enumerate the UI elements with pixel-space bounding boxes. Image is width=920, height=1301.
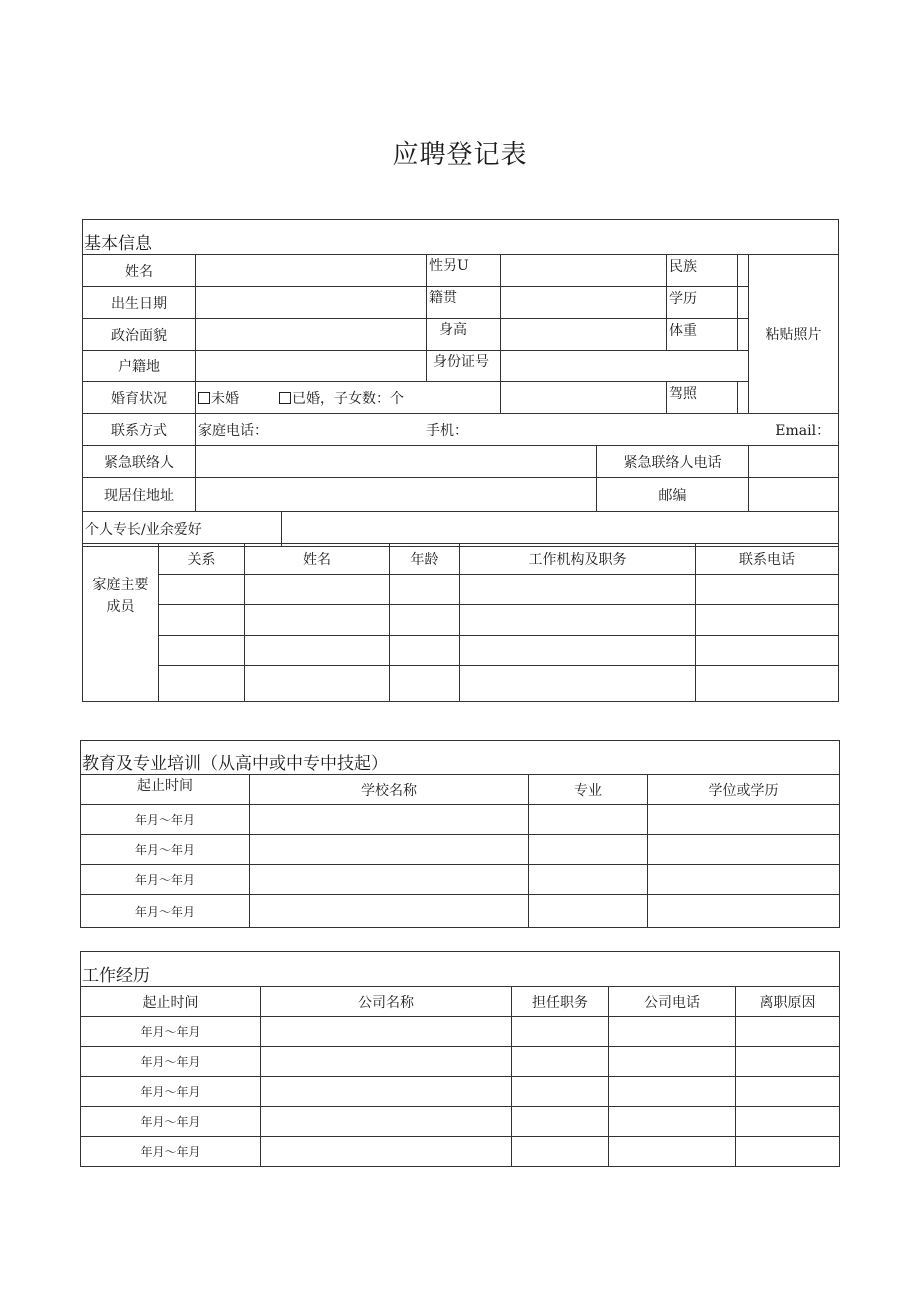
work-period[interactable]: 年月～年月 bbox=[81, 1077, 261, 1107]
gender-label: 性另U bbox=[427, 255, 501, 287]
work-cell[interactable] bbox=[261, 1047, 512, 1077]
birth-label: 出生日期 bbox=[83, 287, 196, 319]
edu-period[interactable]: 年月～年月 bbox=[81, 865, 250, 895]
table-row bbox=[83, 636, 839, 666]
family-cell[interactable] bbox=[245, 636, 390, 666]
work-cell[interactable] bbox=[736, 1077, 840, 1107]
family-cell[interactable] bbox=[696, 605, 839, 636]
edu-cell[interactable] bbox=[250, 805, 529, 835]
ethnicity-label: 民族 bbox=[667, 255, 738, 286]
family-label-text: 家庭主要成员 bbox=[92, 577, 149, 615]
work-header-phone: 公司电话 bbox=[609, 987, 736, 1017]
work-cell[interactable] bbox=[609, 1137, 736, 1167]
email-label: Email： bbox=[775, 422, 831, 439]
work-cell[interactable] bbox=[261, 1137, 512, 1167]
work-period[interactable]: 年月～年月 bbox=[81, 1017, 261, 1047]
family-cell[interactable] bbox=[460, 575, 696, 605]
hobby-label: 个人专长/业余爱好 bbox=[83, 512, 282, 547]
work-cell[interactable] bbox=[736, 1137, 840, 1167]
edu-cell[interactable] bbox=[529, 865, 648, 895]
edu-period[interactable]: 年月～年月 bbox=[81, 895, 250, 928]
table-row bbox=[81, 1137, 840, 1167]
family-table bbox=[82, 543, 839, 702]
work-cell[interactable] bbox=[609, 1077, 736, 1107]
family-header-relation: 关系 bbox=[159, 544, 245, 575]
work-cell[interactable] bbox=[609, 1017, 736, 1047]
contact-label: 联系方式 bbox=[83, 414, 196, 446]
id-label: 身份证号 bbox=[427, 351, 501, 382]
weight-label: 体重 bbox=[667, 319, 738, 350]
emergency-phone-field[interactable] bbox=[749, 446, 839, 478]
marital-label: 婚育状况 bbox=[83, 382, 196, 414]
education-label-cell bbox=[667, 287, 749, 319]
family-cell[interactable] bbox=[390, 636, 460, 666]
marital-options bbox=[196, 382, 501, 414]
family-cell[interactable] bbox=[696, 575, 839, 605]
married-option: 已婚，子女数：个 bbox=[292, 390, 404, 407]
work-cell[interactable] bbox=[512, 1017, 609, 1047]
edu-cell[interactable] bbox=[250, 895, 529, 928]
family-cell[interactable] bbox=[460, 636, 696, 666]
work-period[interactable]: 年月～年月 bbox=[81, 1137, 261, 1167]
family-header-org: 工作机构及职务 bbox=[460, 544, 696, 575]
work-period[interactable]: 年月～年月 bbox=[81, 1047, 261, 1077]
page-title: 应聘登记表 bbox=[392, 140, 528, 170]
edu-cell[interactable] bbox=[529, 835, 648, 865]
native-label: 籍贯 bbox=[427, 287, 501, 319]
edu-header-major: 专业 bbox=[529, 775, 648, 805]
basic-info-table bbox=[82, 219, 839, 547]
work-table bbox=[80, 951, 840, 1167]
native-field[interactable] bbox=[501, 287, 667, 319]
license-label-cell bbox=[667, 382, 749, 414]
birth-field[interactable] bbox=[196, 287, 427, 319]
edu-period[interactable]: 年月～年月 bbox=[81, 805, 250, 835]
work-cell[interactable] bbox=[261, 1017, 512, 1047]
unmarried-option: 未婚 bbox=[211, 390, 239, 407]
edu-header-period: 起止时间 bbox=[81, 775, 250, 805]
emergency-phone-label: 紧急联络人电话 bbox=[597, 446, 749, 478]
photo-area[interactable]: 粘贴照片 bbox=[749, 255, 839, 414]
work-period[interactable]: 年月～年月 bbox=[81, 1107, 261, 1137]
family-cell[interactable] bbox=[245, 605, 390, 636]
edu-cell[interactable] bbox=[648, 835, 840, 865]
table-row bbox=[81, 805, 840, 835]
weight-label-cell bbox=[667, 319, 749, 351]
family-cell[interactable] bbox=[245, 575, 390, 605]
education-section-title: 教育及专业培训（从高中或中专中技起） bbox=[81, 741, 840, 775]
married-checkbox[interactable] bbox=[279, 392, 291, 404]
name-field[interactable] bbox=[196, 255, 427, 287]
basic-section-title: 基本信息 bbox=[83, 220, 839, 255]
work-header-period: 起止时间 bbox=[81, 987, 261, 1017]
family-cell[interactable] bbox=[390, 575, 460, 605]
edu-cell[interactable] bbox=[250, 835, 529, 865]
emergency-label: 紧急联络人 bbox=[83, 446, 196, 478]
edu-cell[interactable] bbox=[648, 865, 840, 895]
hobby-field[interactable] bbox=[282, 512, 839, 547]
table-row bbox=[83, 575, 839, 605]
emergency-field[interactable] bbox=[196, 446, 597, 478]
ethnicity-label-cell bbox=[667, 255, 749, 287]
height-label: 身高 bbox=[427, 319, 501, 351]
work-cell[interactable] bbox=[609, 1047, 736, 1077]
politics-field[interactable] bbox=[196, 319, 427, 351]
edu-cell[interactable] bbox=[529, 895, 648, 928]
table-row bbox=[81, 1017, 840, 1047]
work-cell[interactable] bbox=[512, 1077, 609, 1107]
work-cell[interactable] bbox=[736, 1017, 840, 1047]
work-header-reason: 离职原因 bbox=[736, 987, 840, 1017]
work-section-title: 工作经历 bbox=[81, 952, 840, 987]
table-row bbox=[81, 835, 840, 865]
edu-header-school: 学校名称 bbox=[250, 775, 529, 805]
unmarried-checkbox[interactable] bbox=[198, 392, 210, 404]
work-cell[interactable] bbox=[609, 1107, 736, 1137]
family-cell[interactable] bbox=[159, 636, 245, 666]
work-cell[interactable] bbox=[736, 1107, 840, 1137]
family-header-phone: 联系电话 bbox=[696, 544, 839, 575]
edu-cell[interactable] bbox=[648, 805, 840, 835]
work-cell[interactable] bbox=[736, 1047, 840, 1077]
work-header-position: 担任职务 bbox=[512, 987, 609, 1017]
hukou-field[interactable] bbox=[196, 351, 427, 382]
education-label: 学历 bbox=[667, 287, 738, 318]
family-cell[interactable] bbox=[696, 666, 839, 702]
edu-period[interactable]: 年月～年月 bbox=[81, 835, 250, 865]
gender-field[interactable] bbox=[501, 255, 667, 287]
id-field[interactable] bbox=[501, 351, 749, 382]
politics-label: 政治面貌 bbox=[83, 319, 196, 351]
table-row bbox=[81, 895, 840, 928]
table-row bbox=[81, 1047, 840, 1077]
family-cell[interactable] bbox=[390, 605, 460, 636]
edu-cell[interactable] bbox=[250, 865, 529, 895]
edu-cell[interactable] bbox=[529, 805, 648, 835]
work-cell[interactable] bbox=[261, 1107, 512, 1137]
work-cell[interactable] bbox=[261, 1077, 512, 1107]
license-label: 驾照 bbox=[667, 382, 738, 413]
hukou-label: 户籍地 bbox=[83, 351, 196, 382]
table-row bbox=[83, 666, 839, 702]
address-label: 现居住地址 bbox=[83, 478, 196, 512]
edu-header-degree: 学位或学历 bbox=[648, 775, 840, 805]
table-row bbox=[83, 605, 839, 636]
family-header-name: 姓名 bbox=[245, 544, 390, 575]
address-field[interactable] bbox=[196, 478, 597, 512]
family-cell[interactable] bbox=[460, 605, 696, 636]
table-row bbox=[81, 1107, 840, 1137]
contact-field[interactable] bbox=[196, 414, 839, 446]
work-cell[interactable] bbox=[512, 1047, 609, 1077]
marital-field[interactable] bbox=[501, 382, 667, 414]
family-cell[interactable] bbox=[460, 666, 696, 702]
height-field[interactable] bbox=[501, 319, 667, 351]
family-cell[interactable] bbox=[390, 666, 460, 702]
work-cell[interactable] bbox=[512, 1107, 609, 1137]
education-table bbox=[80, 740, 840, 928]
family-cell[interactable] bbox=[245, 666, 390, 702]
family-header-age: 年龄 bbox=[390, 544, 460, 575]
family-cell[interactable] bbox=[696, 636, 839, 666]
family-cell[interactable] bbox=[159, 666, 245, 702]
table-row bbox=[81, 1077, 840, 1107]
table-row bbox=[81, 865, 840, 895]
work-header-company: 公司名称 bbox=[261, 987, 512, 1017]
family-cell[interactable] bbox=[159, 605, 245, 636]
postcode-field[interactable] bbox=[749, 478, 839, 512]
work-cell[interactable] bbox=[512, 1137, 609, 1167]
family-cell[interactable] bbox=[159, 575, 245, 605]
postcode-label: 邮编 bbox=[597, 478, 749, 512]
family-label bbox=[83, 544, 159, 702]
name-label: 姓名 bbox=[83, 255, 196, 287]
edu-cell[interactable] bbox=[648, 895, 840, 928]
mobile-label: 手机： bbox=[426, 422, 469, 439]
home-phone-label: 家庭电话： bbox=[198, 422, 268, 439]
